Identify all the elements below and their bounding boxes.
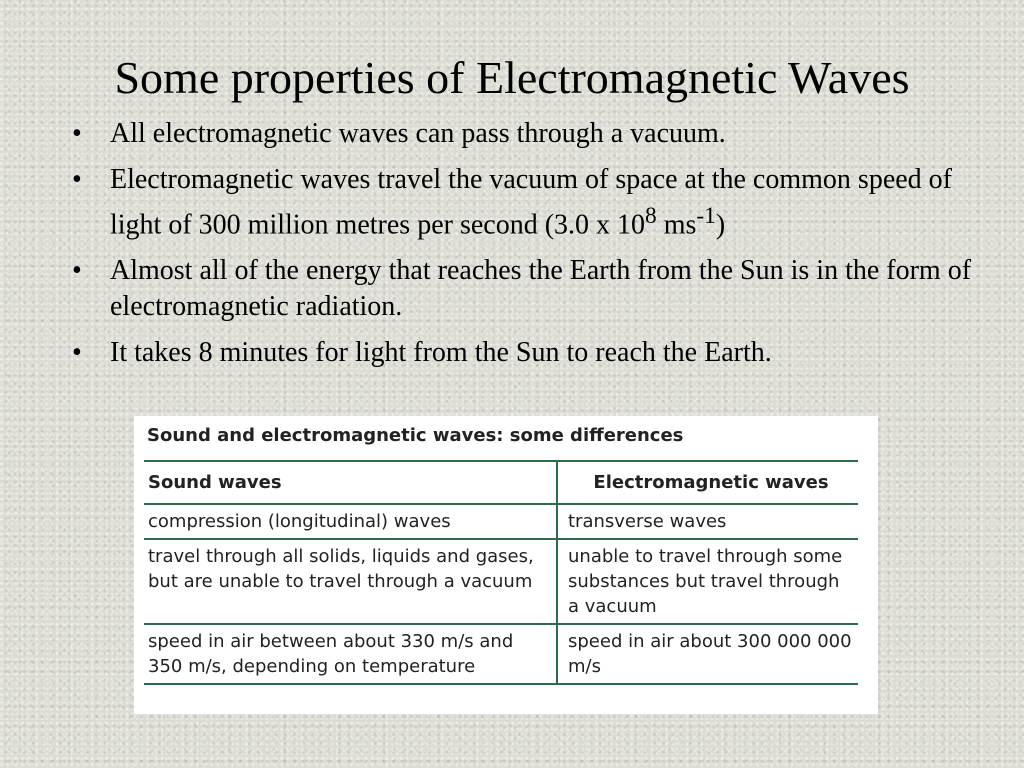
comparison-table: [144, 460, 858, 685]
comparison-table-image: [134, 416, 878, 714]
table-cell: speed in air about 300 000 000 m/s: [568, 631, 852, 677]
table-cell: unable to travel through some substances but travel through a vacuum: [568, 546, 843, 617]
table-title: Sound and electromagnetic waves: some differences: [147, 425, 684, 446]
table-row: [144, 539, 858, 624]
bullet-text: Electromagnetic waves travel the vacuum of space at the common speed of light of 300 million metres per second (3.0 x 10: [110, 164, 952, 241]
closing-paren: ): [715, 209, 726, 241]
column-header-sound: Sound waves: [144, 461, 557, 504]
column-header-electromagnetic: Electromagnetic waves: [593, 472, 829, 493]
exponent: -1: [696, 203, 716, 229]
bullet-item: [70, 116, 980, 152]
table-cell: transverse waves: [568, 511, 727, 532]
bullet-dot: •: [72, 337, 82, 369]
bullet-item: [70, 335, 980, 371]
slide-title: Some properties of Electromagnetic Waves: [114, 52, 910, 103]
table-header-row: [144, 461, 858, 504]
bullet-item: [70, 162, 980, 243]
unit-text: ms: [656, 209, 697, 241]
table-cell: speed in air between about 330 m/s and 350 m/s, depending on temperature: [144, 624, 557, 684]
table-cell: compression (longitudinal) waves: [144, 504, 557, 539]
exponent: 8: [645, 203, 657, 229]
bullet-text: All electromagnetic waves can pass through a vacuum.: [110, 118, 726, 149]
table-cell: travel through all solids, liquids and gases, but are unable to travel through a vacuum: [144, 539, 557, 624]
bullet-text: It takes 8 minutes for light from the Sun to reach the Earth.: [110, 337, 772, 369]
table-row: [144, 624, 858, 684]
bullet-text: Almost all of the energy that reaches the Earth from the Sun is in the form of electromagnetic radiation.: [110, 255, 972, 323]
bullet-list: [70, 116, 980, 381]
bullet-dot: •: [72, 255, 82, 287]
table-row: [144, 504, 858, 539]
bullet-item: [70, 253, 980, 325]
bullet-dot: •: [72, 118, 82, 149]
bullet-dot: •: [72, 164, 82, 195]
